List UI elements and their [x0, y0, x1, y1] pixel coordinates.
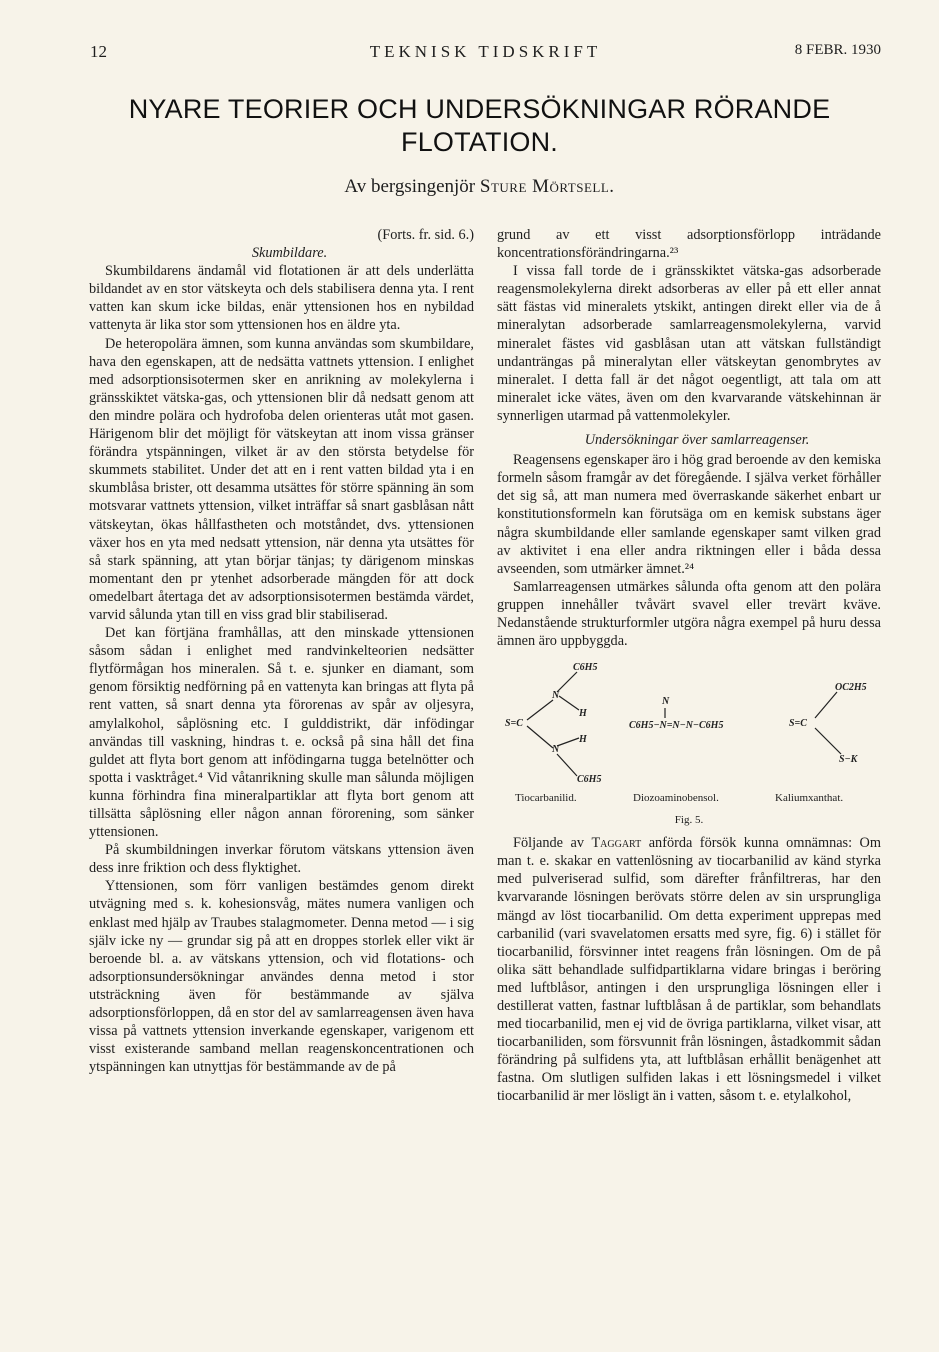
byline-author: Sture Mörtsell.: [479, 176, 615, 197]
article-title: [60, 93, 899, 159]
paragraph: Samlarreagensen utmärkes sålunda ofta genom att den polära gruppen innehåller tvåvärt svavel eller trevärt kväve. Nedanstående strukturformler utgöra några exempel på huru dessa ämnen äro uppbyggda.: [497, 578, 881, 650]
paragraph-taggart: [497, 834, 881, 1105]
right-column: [497, 226, 881, 1106]
paragraph-body: anförda försök kunna omnämnas: Om man t. e. skakar en vattenlösning av tiocarbanilid av känd styrka med pulveriserad sulfid, som därefter frånfiltreras, har den kvarvarande lösningen berövats större delen av sin ursprungliga mängd av löst tiocarbanilid. Om detta experiment upprepas med carbanilid (vari svavelatomen ersatts med syre, fig. 6) i stället för tiocarbanilid, försvinner intet reagens från lösningen. Om de på olika sätt behandlade sulfidpartiklarna vidare bringas i beröring med luftblåsor, antingen i den ursprungliga lösningen eller i destillerat vatten, fastnar luftblåsan å de partiklar, som behandlats med tiocarbanilid, men ej vid de övriga partiklarna, vilket visar, att tiocarbaniliden, som försvunnit från lösningen, åstadkommit sådan förändring på sulfidens yta, att luftblåsan erhållit benägenhet att fastna. Om slutligen sulfiden lakas i ett lösningsmedel i vilket tiocarbanilid är mer lösligt än i vatten, såsom t. e. etylalkohol,: [497, 835, 881, 1105]
label-kaliumxanthat: Kaliumxanthat.: [775, 792, 844, 805]
structural-formulas-drawing: [497, 658, 881, 788]
paragraph: Reagensens egenskaper äro i hög grad beroende av den kemiska formeln såsom framgår av det föregående. I själva verket förhåller det sig så, att man numera med överraskande säkerhet enbart ur konstitutionsformeln kan förutsäga om en kemisk substans äger några skumbildande eller samlande egenskaper samt vilken grad av aktivitet i ena eller andra riktningen eller i båda dessa avseenden, som utmärker ämnet.²⁴: [497, 452, 881, 577]
paragraph: Yttensionen, som förr vanligen bestämdes genom direkt utvägning med s. k. kohesionsvåg, mätes numera vanligen och enklast med hjälp av Traubes stalagmometer. Denna metod — i sig själv icke ny — grundar sig på att en droppes storlek eller vikt är beroende bl. a. av vätskans yttension, och vid flotations- och adsorptionsundersökningar användes denna metod i stor utsträckning även för bestämmande av själva adsorptionsförloppen, då en stor del av samlarreagensen även hava vissa på vattnets yttension inverkande egenskaper, varigenom ett visst existerande samband mellan reagenskoncentrationen och ytspänningen kan utnyttjas för bestämmande av de på: [89, 878, 474, 1076]
f2-n-top: N: [662, 696, 670, 708]
f1-h-bot: H: [579, 734, 587, 746]
article-title-line-2: FLOTATION.: [401, 127, 558, 157]
section-heading-skumbildare: Skumbildare.: [251, 245, 328, 262]
f3-oc2h5: OC2H5: [835, 682, 867, 694]
f1-n-bot: N: [552, 744, 560, 756]
paragraph: I vissa fall torde de i gränsskiktet vätska-gas adsorberade reagensmolekylerna direkt adsorberas av eller på ett eller annat sätt fästas vid mineralets ytskikt, antingen direkt eller via de å mineralytan adsorberade samlarreagensmolekylerna, varvid mineralet fästes vid gasblåsan utan att vätskan fullständigt undanträngas på mineralytan eller vätskeytan genombrytes av mineralet. I detta fall är det något oegentligt, att tala om att mineralet icke vätes, även om den kvarvarande vätskehinnan är synnerligen utarmad på vattenmolekyler.: [497, 263, 881, 424]
running-head: [90, 42, 881, 68]
f2-chain: C6H5−N=N−N−C6H5: [629, 720, 724, 732]
byline-prefix: Av bergsingenjör: [344, 176, 476, 197]
figure-caption: Fig. 5.: [674, 814, 704, 827]
f3-s: S=C: [789, 718, 807, 730]
section-heading-samlarreagenser: Undersökningar över samlarreagenser.: [584, 432, 810, 449]
f1-s: S=C: [505, 718, 523, 730]
paragraph: grund av ett visst adsorptionsförlopp inträdande koncentrationsförändringarna.²³: [497, 227, 881, 262]
paragraph-prefix: Följande av: [513, 835, 584, 852]
page-number: 12: [90, 42, 107, 61]
left-column: [89, 226, 474, 1076]
paragraph: Skumbildarens ändamål vid flotationen är att dels underlätta bildandet av en stor vätskeyta och dels stabilisera denna yta. I rent vatten kan skum icke bildas, enär yttensionen hos en nybildad vattenyta är lika stor som yttensionen hos en äldre yta.: [89, 263, 474, 334]
byline: [60, 176, 899, 198]
paragraph: På skumbildningen inverkar förutom vätskans yttension även dess inre friktion och dess flyktighet.: [89, 842, 474, 877]
article-title-line-1: NYARE TEORIER OCH UNDERSÖKNINGAR RÖRANDE: [128, 94, 831, 124]
f3-sk: S−K: [839, 754, 858, 766]
paragraph: De heteropolära ämnen, som kunna användas som skumbildare, hava den egenskapen, att de nedsätta vattnets yttension. I enlighet med adsorptionsisotermen sker en anrikning av molekylerna i gränsskiktet vätska-gas, och yttensionen blir då nedsatt genom att den mindre polära och hydrofoba delen orienteras utåt mot gasen. Härigenom blir det möjligt för vätskeytan att inom vissa gränser förändra ytspänningen, vilket är av den största betydelse för skummets stabilitet. Under det att en i rent vatten bildad yta i en skumblåsa brister, ott desamma utsättes för större spänning än som motsvarar vattnets yttension, vilket inträffar så snart gasblåsan nått vätskeytan, ökas hållfastheten och motståndet, dvs. yttensionen växer hos en yta med nedsatt yttension, när denna yta utsättes för så stark spänning, att ytan börjar tänjas; ty därigenom minskas momentant den pr ytenhet adsorberade mängden för att dock omedelbart återtaga det av adsorptionsisotermen bestämda värdet, varvid sålunda ytan till en viss grad blir stabiliserad.: [89, 335, 474, 623]
f1-h-top: H: [579, 708, 587, 720]
structural-formulas-figure: [497, 658, 881, 828]
author-name-taggart: Taggart: [591, 835, 642, 852]
label-diozoaminobensol: Diozoaminobensol.: [633, 792, 719, 805]
f1-c6h5-top: C6H5: [573, 662, 598, 674]
f1-c6h5-bot: C6H5: [577, 774, 602, 786]
f1-n-top: N: [552, 690, 560, 702]
label-tiocarbanilid: Tiocarbanilid.: [515, 792, 577, 805]
continued-note: (Forts. fr. sid. 6.): [377, 227, 474, 243]
issue-date: 8 FEBR. 1930: [794, 42, 881, 58]
journal-name: TEKNISK TIDSKRIFT: [369, 42, 602, 61]
paragraph: Det kan förtjäna framhållas, att den minskade yttensionen såsom sådan i enlighet med randvinkelteorien nedsätter flytförmågan hos mineralen. Så t. e. sjunker en diamant, som genom försiktig nedförning på en vattenyta kan bringas att flyta på rent vatten, så snart denna yta förorenas av spår av oljesyra, amylalkohol, såplösning etc. I gulddistrikt, där infödingar användas till vaskning, hindras t. e. också på sina håll det fina guldet att flyta bort genom att infödingarna tugga betelnötter och spotta i vasktråget.⁴ Vid våtanrikning skulle man sålunda möjligen kunna förhindra fina mineralpartiklar att flyta bort genom att tillsätta såplösning eller någon annan förorening, som sänker yttensionen.: [89, 625, 474, 841]
